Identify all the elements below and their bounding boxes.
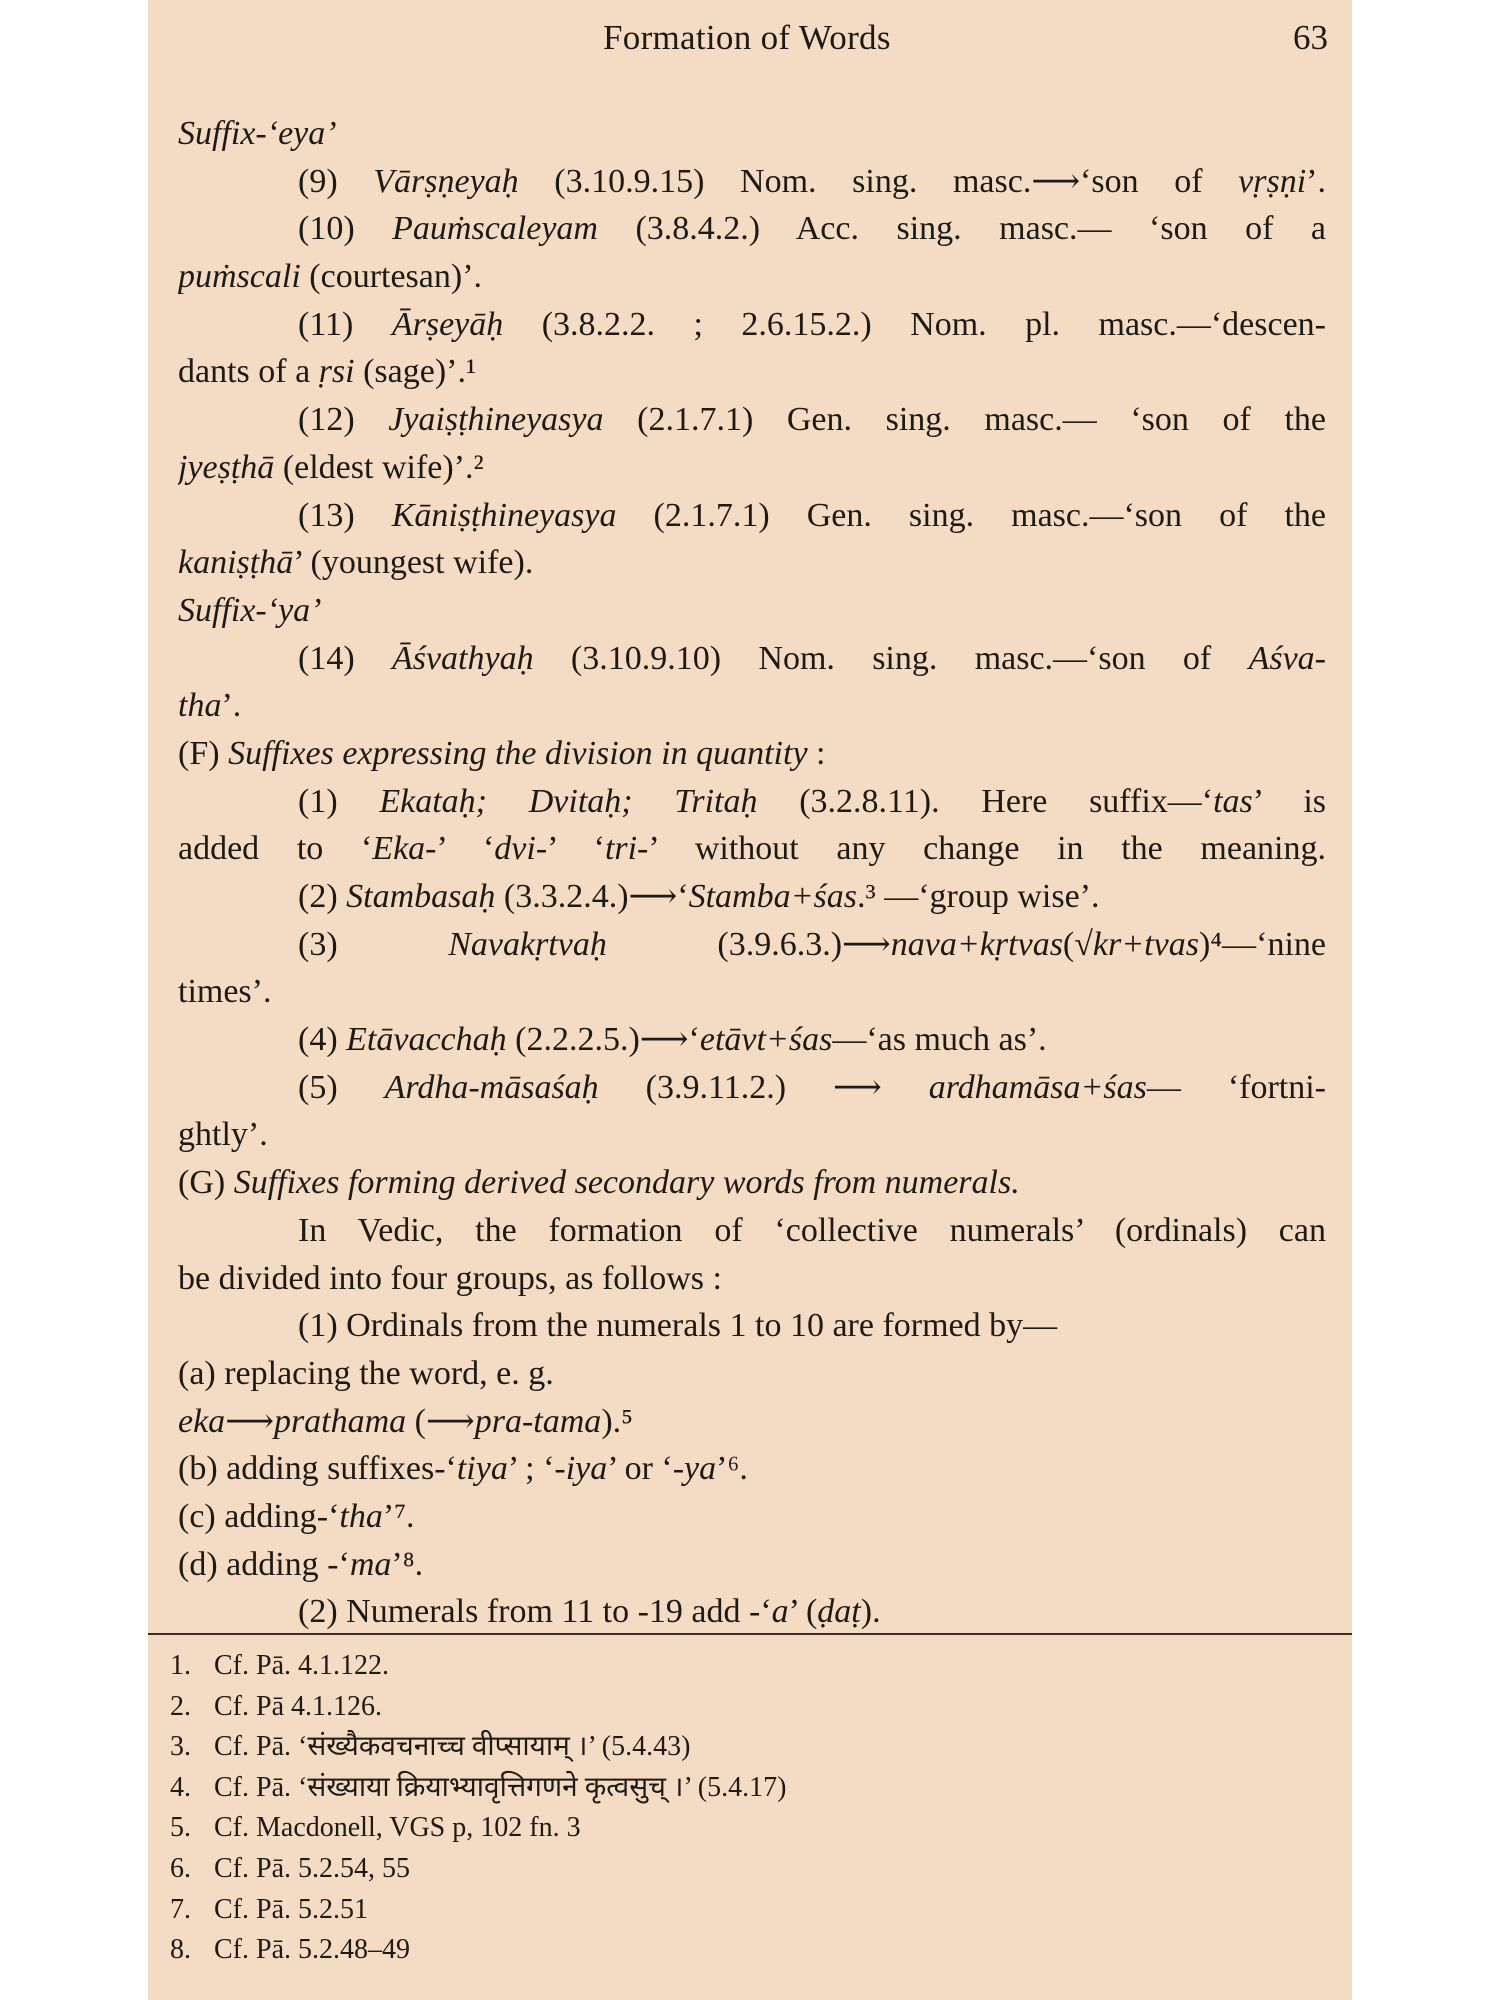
text-line: (11) Ārṣeyāḥ (3.8.2.2. ; 2.6.15.2.) Nom. pl. masc.—‘descen-	[298, 305, 1326, 343]
page-number: 63	[1293, 18, 1328, 57]
footnote	[170, 1646, 1330, 1687]
footnote-text: Cf. Pā. 5.2.51	[214, 1893, 368, 1925]
text-line: (F) Suffixes expressing the division in quantity :	[178, 734, 826, 772]
text-line: (10) Pauṁscaleyam (3.8.4.2.) Acc. sing. masc.— ‘son of a	[298, 210, 1326, 248]
text-line: ghtly’.	[178, 1116, 268, 1154]
footnote	[170, 1687, 1330, 1728]
footnote-text: Cf. Pā. 4.1.122.	[214, 1650, 389, 1681]
text-line: (2) Stambasaḥ (3.3.2.4.)⟶‘Stamba+śas.³ —‘group wise’.	[298, 878, 1100, 915]
text-line: (5) Ardha-māsaśaḥ (3.9.11.2.) ⟶ ardhamāsa+śas— ‘fortni-	[298, 1068, 1326, 1106]
text-line: times’.	[178, 973, 272, 1011]
footnote-text: Cf. Macdonell, VGS p, 102 fn. 3	[214, 1812, 581, 1844]
text-line: (G) Suffixes forming derived secondary words from numerals.	[178, 1164, 1020, 1202]
footnote-divider	[148, 1633, 1352, 1635]
text-line: eka⟶prathama (⟶pra-tama).⁵	[178, 1402, 633, 1440]
text-line: (2) Numerals from 11 to -19 add -‘a’ (ḍaṭ).	[298, 1593, 881, 1631]
footnote-number: 7.	[170, 1893, 191, 1925]
footnote-text: Cf. Pā. ‘संख्यैकवचनाच्च वीप्सायाम् ।’ (5.4.43)	[214, 1731, 691, 1763]
text-line: Suffix-‘ya’	[178, 591, 322, 629]
text-line: (13) Kāniṣṭhineyasya (2.1.7.1) Gen. sing. masc.—‘son of the	[298, 496, 1326, 534]
page-header	[148, 18, 1352, 66]
text-line: In Vedic, the formation of ‘collective numerals’ (ordinals) can	[298, 1211, 1326, 1249]
footnote	[170, 1849, 1330, 1890]
text-line: Suffix-‘eya’	[178, 115, 337, 152]
footnote	[170, 1768, 1330, 1809]
text-line: puṁscali (courtesan)’.	[178, 258, 483, 296]
text-line: tha’.	[178, 687, 242, 725]
footnote-number: 2.	[170, 1690, 191, 1722]
text-line: (a) replacing the word, e. g.	[178, 1354, 554, 1392]
footnote	[170, 1930, 1330, 1971]
footnote-number: 6.	[170, 1852, 191, 1884]
text-line: (3) Navakṛtvaḥ (3.9.6.3.)⟶nava+kṛtvas(√kr+tvas)⁴—‘nine	[298, 925, 1326, 963]
footnote-text: Cf. Pā. 5.2.54, 55	[214, 1852, 410, 1884]
footnote-number: 4.	[170, 1771, 191, 1803]
body-text	[178, 110, 1326, 1636]
text-line: (1) Ordinals from the numerals 1 to 10 are formed by—	[298, 1307, 1058, 1345]
footnotes	[170, 1646, 1330, 1971]
text-line: kaniṣṭhā’ (youngest wife).	[178, 544, 534, 582]
text-line: jyeṣṭhā (eldest wife)’.²	[178, 448, 484, 486]
text-line: (14) Āśvathyaḥ (3.10.9.10) Nom. sing. masc.—‘son of Aśva-	[298, 639, 1326, 677]
text-line: (d) adding -‘ma’⁸.	[178, 1545, 424, 1583]
text-line: added to ‘Eka-’ ‘dvi-’ ‘tri-’ without any change in the meaning.	[178, 830, 1326, 868]
text-line: (b) adding suffixes-‘tiya’ ; ‘-iya’ or ‘-ya’⁶.	[178, 1450, 748, 1488]
footnote	[170, 1890, 1330, 1931]
footnote-number: 5.	[170, 1812, 191, 1844]
footnote-text: Cf. Pā. 5.2.48–49	[214, 1934, 410, 1966]
footnote-text: Cf. Pā 4.1.126.	[214, 1690, 382, 1722]
text-line: be divided into four groups, as follows :	[178, 1259, 722, 1297]
footnote	[170, 1727, 1330, 1768]
footnote	[170, 1808, 1330, 1849]
book-page	[148, 0, 1352, 2000]
footnote-number: 8.	[170, 1934, 191, 1966]
text-line: (4) Etāvacchaḥ (2.2.2.5.)⟶‘etāvt+śas—‘as much as’.	[298, 1021, 1047, 1059]
running-title: Formation of Words	[603, 18, 891, 57]
text-line: dants of a ṛsi (sage)’.¹	[178, 353, 477, 391]
text-line: (12) Jyaiṣṭhineyasya (2.1.7.1) Gen. sing. masc.— ‘son of the	[298, 401, 1326, 439]
footnote-text: Cf. Pā. ‘संख्याया क्रियाभ्यावृत्तिगणने कृत्वसुच् ।’ (5.4.17)	[214, 1771, 787, 1803]
text-line: (9) Vārṣṇeyaḥ (3.10.9.15) Nom. sing. masc.⟶‘son of vṛṣṇi’.	[298, 162, 1326, 200]
footnote-number: 3.	[170, 1731, 191, 1763]
text-line: (1) Ekataḥ; Dvitaḥ; Tritaḥ (3.2.8.11). Here suffix—‘tas’ is	[298, 782, 1326, 820]
footnote-number: 1.	[170, 1650, 191, 1681]
text-line: (c) adding-‘tha’⁷.	[178, 1497, 415, 1535]
